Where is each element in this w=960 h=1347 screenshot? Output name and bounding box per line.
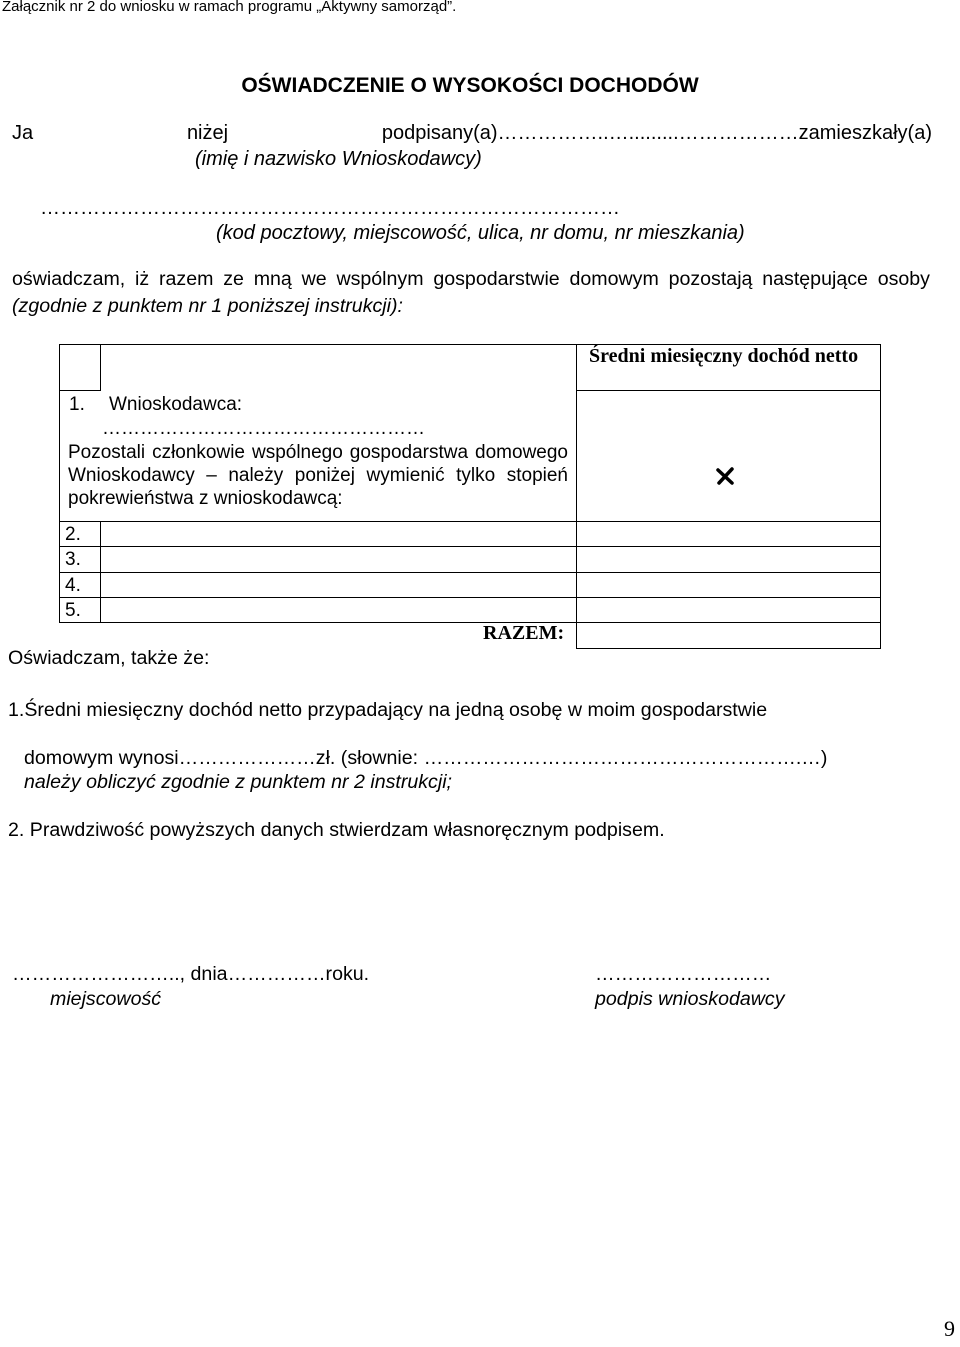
page-title: OŚWIADCZENIE O WYSOKOŚCI DOCHODÓW [241, 74, 699, 97]
table-border [59, 344, 60, 622]
row-number: 1. [69, 394, 85, 415]
applicant-label: Wnioskodawca: [109, 394, 243, 415]
table-border [59, 521, 881, 522]
row-number: 2. [65, 524, 81, 545]
ja-word: Ja [12, 122, 34, 144]
statement-2: 2. Prawdziwość powyższych danych stwierdzam własnoręcznym podpisem. [8, 819, 665, 841]
row-number: 3. [65, 549, 81, 570]
statement-1: 1.Średni miesięczny dochód netto przypadający na jedną osobę w moim gospodarstwie [8, 699, 768, 721]
table-border [59, 597, 881, 598]
table-border [576, 344, 577, 648]
declaration-line [12, 268, 930, 291]
also-declare-label: Oświadczam, także że: [8, 647, 210, 669]
row-number: 4. [65, 575, 81, 596]
table-border [100, 521, 101, 622]
table-border [59, 622, 881, 623]
declaration-word: wspólnym [336, 268, 424, 290]
declarant-line [12, 122, 932, 145]
declaration-word: iż [135, 268, 150, 290]
nizej-word: niżej [186, 122, 229, 144]
row-number: 5. [65, 600, 81, 621]
place-date-field[interactable]: …………………….., dnia……………roku. [12, 963, 370, 985]
applicant-field-line[interactable]: …………………………………………… [102, 418, 425, 439]
signature-caption: podpis wnioskodawcy [595, 988, 785, 1010]
declaration-word: razem [158, 268, 214, 290]
declaration-word: we [301, 268, 327, 290]
declaration-word: osoby [877, 268, 930, 290]
declaration-word: pozostają [668, 268, 753, 290]
total-label: RAZEM: [483, 622, 565, 644]
name-field-line[interactable]: podpisany(a)……………..….........………………zamieszkały(a) [381, 122, 932, 144]
table-border [576, 390, 881, 391]
table-border [59, 546, 881, 547]
statement-1-instruction: należy obliczyć zgodnie z punktem nr 2 instrukcji; [24, 771, 452, 793]
table-border [100, 344, 101, 391]
declaration-word: oświadczam, [12, 268, 126, 290]
declaration-word: gospodarstwie [433, 268, 560, 290]
cross-mark-icon [713, 464, 737, 488]
table-border [59, 572, 881, 573]
table-border [59, 390, 100, 391]
income-column-header: Średni miesięczny dochód netto [589, 345, 859, 367]
statement-1-income-line[interactable]: domowym wynosi…………………zł. (słownie: ………………………………………………….…) [24, 747, 828, 769]
name-caption: (imię i nazwisko Wnioskodawcy) [195, 148, 482, 170]
signature-field[interactable]: ……………………… [595, 963, 772, 985]
address-field-line[interactable]: …………………………………………………………………………… [40, 197, 620, 219]
page-number: 9 [944, 1316, 955, 1341]
declaration-word: mną [253, 268, 292, 290]
table-border [576, 648, 881, 649]
place-caption: miejscowość [50, 988, 162, 1010]
declaration-instruction: (zgodnie z punktem nr 1 poniższej instrukcji): [12, 295, 403, 317]
declaration-word: ze [223, 268, 244, 290]
attachment-header: Załącznik nr 2 do wniosku w ramach programu „Aktywny samorząd”. [2, 0, 457, 15]
address-caption: (kod pocztowy, miejscowość, ulica, nr domu, nr mieszkania) [216, 222, 745, 244]
declaration-word: domowym [569, 268, 659, 290]
other-members-note: Pozostali członkowie wspólnego gospodarstwa domowego Wnioskodawcy – należy poniżej wymienić tylko stopień pokrewieństwa z wnioskodawcą: [68, 442, 568, 509]
declaration-word: następujące [762, 268, 868, 290]
table-border [880, 344, 881, 648]
